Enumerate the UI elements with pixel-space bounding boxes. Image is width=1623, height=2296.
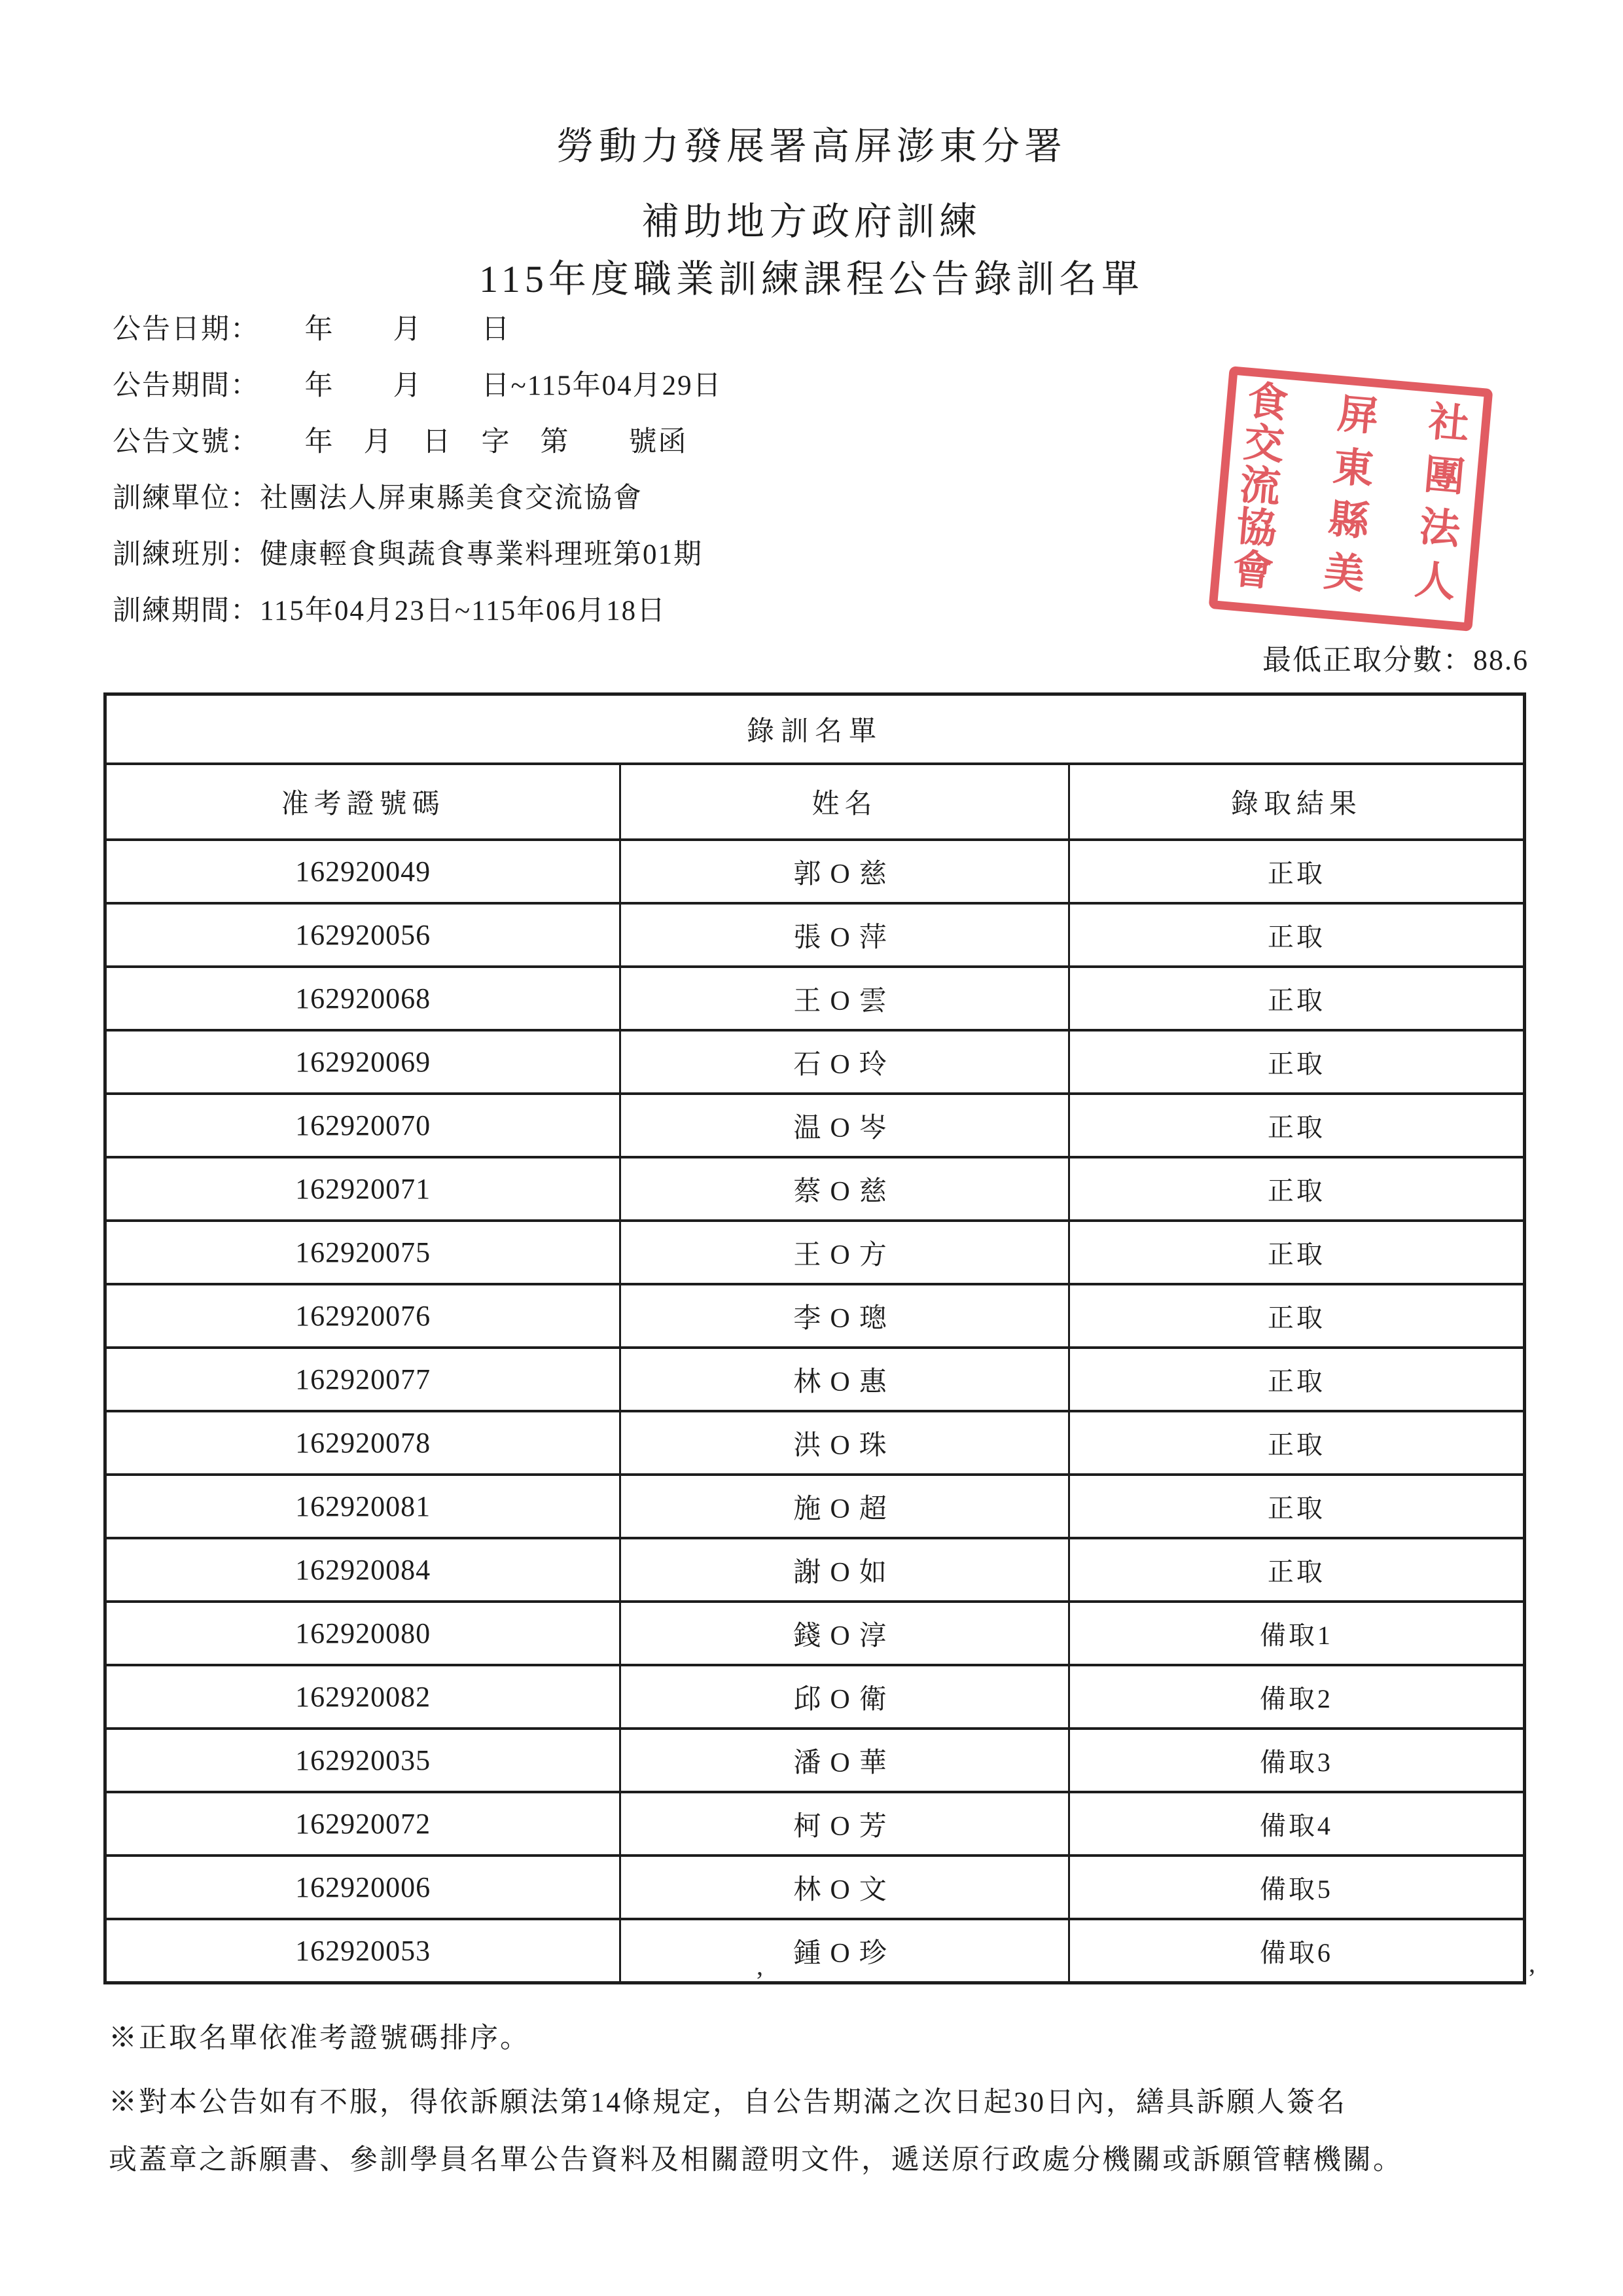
table-row bbox=[105, 1856, 1525, 1919]
info-label: 公告期間： bbox=[113, 370, 246, 401]
name-cell: 李O璁 bbox=[620, 1284, 1069, 1348]
info-value: 健康輕食與蔬食專業料理班第01期 bbox=[260, 539, 703, 570]
table-row bbox=[105, 1157, 1525, 1221]
info-label: 公告文號： bbox=[113, 427, 246, 457]
info-value: 社團法人屏東縣美食交流協會 bbox=[260, 483, 643, 514]
table-header-row bbox=[105, 764, 1525, 840]
exam-number-cell: 162920078 bbox=[105, 1411, 620, 1475]
info-label: 訓練班別： bbox=[113, 539, 260, 570]
exam-number-cell: 162920069 bbox=[105, 1030, 620, 1094]
min-passing-score: 最低正取分數：88.6 bbox=[1262, 644, 1529, 676]
table-row bbox=[105, 903, 1525, 967]
result-cell: 正取 bbox=[1069, 1284, 1524, 1348]
announcement-info-block bbox=[113, 315, 722, 653]
name-cell: 王O方 bbox=[620, 1221, 1069, 1284]
program-title: 補助地方政府訓練 bbox=[641, 200, 982, 243]
result-cell: 正取 bbox=[1069, 1221, 1524, 1284]
table-row bbox=[105, 1538, 1525, 1602]
name-cell: 邱O衛 bbox=[620, 1665, 1069, 1729]
exam-number-cell: 162920056 bbox=[105, 903, 620, 967]
result-cell: 正取 bbox=[1069, 967, 1524, 1030]
exam-number-cell: 162920053 bbox=[105, 1919, 620, 1983]
name-cell: 郭O慈 bbox=[620, 840, 1069, 903]
result-cell: 備取2 bbox=[1069, 1665, 1524, 1729]
result-cell: 正取 bbox=[1069, 1538, 1524, 1602]
name-cell: 張O萍 bbox=[620, 903, 1069, 967]
table-row bbox=[105, 1919, 1525, 1983]
info-label: 訓練期間： bbox=[113, 596, 260, 626]
info-line bbox=[113, 541, 722, 569]
name-cell: 洪O珠 bbox=[620, 1411, 1069, 1475]
name-cell: 錢O淳 bbox=[620, 1602, 1069, 1665]
exam-number-cell: 162920068 bbox=[105, 967, 620, 1030]
result-cell: 正取 bbox=[1069, 1030, 1524, 1094]
result-cell: 正取 bbox=[1069, 903, 1524, 967]
table-row bbox=[105, 1792, 1525, 1856]
result-cell: 備取6 bbox=[1069, 1919, 1524, 1983]
name-cell: 石O玲 bbox=[620, 1030, 1069, 1094]
admission-list-table bbox=[103, 692, 1526, 1984]
exam-number-cell: 162920035 bbox=[105, 1729, 620, 1792]
column-header-result: 錄取結果 bbox=[1069, 764, 1524, 840]
association-seal-text bbox=[1218, 375, 1484, 622]
footnote-sort-order: ※正取名單依准考證號碼排序。 bbox=[109, 2023, 530, 2054]
table-row bbox=[105, 1475, 1525, 1538]
result-cell: 正取 bbox=[1069, 1348, 1524, 1411]
exam-number-cell: 162920072 bbox=[105, 1792, 620, 1856]
seal-column: 食交流協會 bbox=[1230, 378, 1290, 595]
column-header-name: 姓名 bbox=[620, 764, 1069, 840]
name-cell: 柯O芳 bbox=[620, 1792, 1069, 1856]
column-header-exam-number: 准考證號碼 bbox=[105, 764, 620, 840]
exam-number-cell: 162920081 bbox=[105, 1475, 620, 1538]
result-cell: 備取4 bbox=[1069, 1792, 1524, 1856]
exam-number-cell: 162920070 bbox=[105, 1094, 620, 1157]
table-row bbox=[105, 1221, 1525, 1284]
exam-number-cell: 162920076 bbox=[105, 1284, 620, 1348]
agency-title: 勞動力發展署高屏澎東分署 bbox=[556, 125, 1067, 168]
exam-number-cell: 162920006 bbox=[105, 1856, 620, 1919]
result-cell: 正取 bbox=[1069, 1475, 1524, 1538]
table-row bbox=[105, 967, 1525, 1030]
name-cell: 林O惠 bbox=[620, 1348, 1069, 1411]
admission-table-body bbox=[105, 840, 1525, 1983]
doc-title: 115年度職業訓練課程公告錄訓名單 bbox=[479, 258, 1144, 300]
table-caption-row bbox=[105, 694, 1525, 764]
seal-column: 屏東縣美 bbox=[1322, 391, 1380, 598]
association-seal-stamp bbox=[1209, 366, 1493, 632]
name-cell: 温O岑 bbox=[620, 1094, 1069, 1157]
exam-number-cell: 162920077 bbox=[105, 1348, 620, 1411]
name-cell: 蔡O慈 bbox=[620, 1157, 1069, 1221]
table-row bbox=[105, 1411, 1525, 1475]
footnote-appeal-line2: 或蓋章之訴願書、參訓學員名單公告資料及相關證明文件，遞送原行政處分機關或訴願管轄機關。 bbox=[109, 2145, 1403, 2176]
name-cell: 潘O華 bbox=[620, 1729, 1069, 1792]
info-line bbox=[113, 597, 722, 626]
result-cell: 正取 bbox=[1069, 840, 1524, 903]
footnote-appeal-line1: ※對本公告如有不服，得依訴願法第14條規定，自公告期滿之次日起30日內，繕具訴願人簽名 bbox=[109, 2087, 1347, 2118]
table-row bbox=[105, 1602, 1525, 1665]
exam-number-cell: 162920080 bbox=[105, 1602, 620, 1665]
info-line bbox=[113, 484, 722, 513]
exam-number-cell: 162920075 bbox=[105, 1221, 620, 1284]
info-line bbox=[113, 315, 722, 344]
result-cell: 正取 bbox=[1069, 1157, 1524, 1221]
table-row bbox=[105, 840, 1525, 903]
result-cell: 正取 bbox=[1069, 1411, 1524, 1475]
name-cell: 謝O如 bbox=[620, 1538, 1069, 1602]
scan-speck: , bbox=[1529, 1948, 1535, 1978]
exam-number-cell: 162920084 bbox=[105, 1538, 620, 1602]
seal-column: 社團法人 bbox=[1413, 400, 1471, 606]
exam-number-cell: 162920049 bbox=[105, 840, 620, 903]
table-row bbox=[105, 1284, 1525, 1348]
scan-speck: , bbox=[757, 1951, 763, 1981]
info-label: 公告日期： bbox=[113, 314, 246, 345]
table-row bbox=[105, 1094, 1525, 1157]
info-value: 年 月 日~115年04月29日 bbox=[245, 370, 722, 401]
table-row bbox=[105, 1030, 1525, 1094]
info-line bbox=[113, 428, 722, 457]
name-cell: 鍾O珍 bbox=[620, 1919, 1069, 1983]
result-cell: 備取1 bbox=[1069, 1602, 1524, 1665]
table-caption: 錄訓名單 bbox=[105, 694, 1525, 764]
table-row bbox=[105, 1729, 1525, 1792]
info-value: 115年04月23日~115年06月18日 bbox=[260, 596, 667, 626]
name-cell: 施O超 bbox=[620, 1475, 1069, 1538]
name-cell: 林O文 bbox=[620, 1856, 1069, 1919]
exam-number-cell: 162920071 bbox=[105, 1157, 620, 1221]
table-row bbox=[105, 1348, 1525, 1411]
table-row bbox=[105, 1665, 1525, 1729]
result-cell: 正取 bbox=[1069, 1094, 1524, 1157]
info-line bbox=[113, 372, 722, 401]
info-value: 年 月 日 字 第 號函 bbox=[245, 427, 688, 457]
info-value: 年 月 日 bbox=[245, 314, 511, 345]
result-cell: 備取5 bbox=[1069, 1856, 1524, 1919]
result-cell: 備取3 bbox=[1069, 1729, 1524, 1792]
name-cell: 王O雲 bbox=[620, 967, 1069, 1030]
exam-number-cell: 162920082 bbox=[105, 1665, 620, 1729]
info-label: 訓練單位： bbox=[113, 483, 260, 514]
